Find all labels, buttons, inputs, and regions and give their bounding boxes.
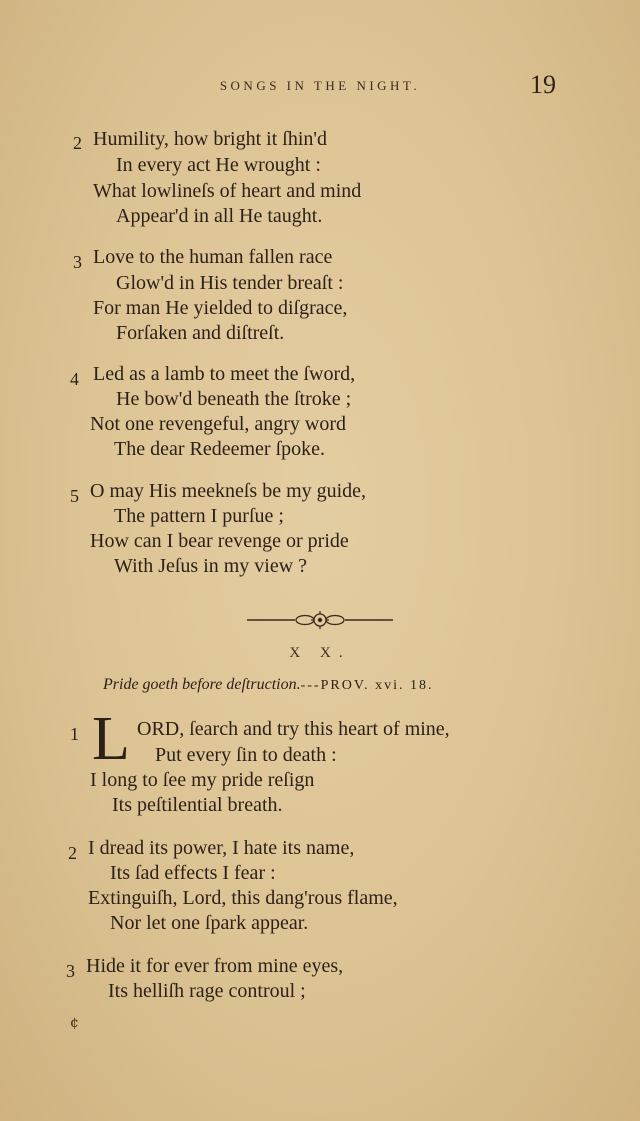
verse-line: Humility, how bright it ſhin'd <box>93 128 327 150</box>
verse-line: Love to the human fallen race <box>93 246 333 268</box>
verse-line: Appear'd in all He taught. <box>116 205 323 227</box>
epigraph-reference: ---PROV. xvi. 18. <box>300 678 434 693</box>
verse-line: O may His meekneſs be my guide, <box>90 480 367 502</box>
stanza-number: 3 <box>73 252 82 272</box>
running-title: SONGS IN THE NIGHT. <box>219 78 421 93</box>
verse-line: Not one revengeful, angry word <box>90 413 347 435</box>
verse-line: Forſaken and diſtreſt. <box>116 322 285 344</box>
verse-line: Glow'd in His tender breaſt : <box>116 272 344 294</box>
verse-line: The dear Redeemer ſpoke. <box>114 438 326 460</box>
epigraph-text: Pride goeth before deſtruction. <box>103 676 301 693</box>
page-number: 19 <box>530 70 556 99</box>
section-number: X X. <box>289 645 351 661</box>
verse-line: What lowlineſs of heart and mind <box>93 180 362 202</box>
verse-line: For man He yielded to diſgrace, <box>93 297 348 319</box>
stanza-number: 1 <box>70 724 79 744</box>
verse-line: Extinguiſh, Lord, this dang'rous flame, <box>88 887 398 909</box>
verse-line: The pattern I purſue ; <box>114 505 284 527</box>
stanza-number: 2 <box>68 843 77 863</box>
stanza-number: 5 <box>70 486 79 506</box>
verse-line: I dread its power, I hate its name, <box>88 837 355 859</box>
stanza-number: 4 <box>70 369 79 389</box>
stanza-number: 2 <box>73 133 82 153</box>
verse-line: Its helliſh rage controul ; <box>108 980 306 1002</box>
verse-line: With Jeſus in my view ? <box>114 555 308 577</box>
verse-line: Hide it for ever from mine eyes, <box>86 955 344 977</box>
verse-line: Put every ſin to death : <box>155 744 337 766</box>
verse-line: He bow'd beneath the ſtroke ; <box>116 388 352 410</box>
epigraph <box>103 676 434 694</box>
verse-line: I long to ſee my pride reſign <box>90 769 315 791</box>
verse-line: Led as a lamb to meet the ſword, <box>93 363 356 385</box>
verse-line: How can I bear revenge or pride <box>90 530 349 552</box>
verse-line: In every act He wrought : <box>116 154 321 176</box>
verse-line: ORD, ſearch and try this heart of mine, <box>137 718 450 740</box>
drop-cap: L <box>92 705 130 773</box>
verse-line: Nor let one ſpark appear. <box>110 912 309 934</box>
ornament-divider <box>0 608 640 632</box>
ornament-flourish-icon <box>245 608 395 632</box>
verse-line: Its ſad effects I fear : <box>110 862 276 884</box>
stanza-number: 3 <box>66 961 75 981</box>
verse-line: Its peſtilential breath. <box>112 794 283 816</box>
footer-mark: ¢ <box>70 1015 79 1031</box>
